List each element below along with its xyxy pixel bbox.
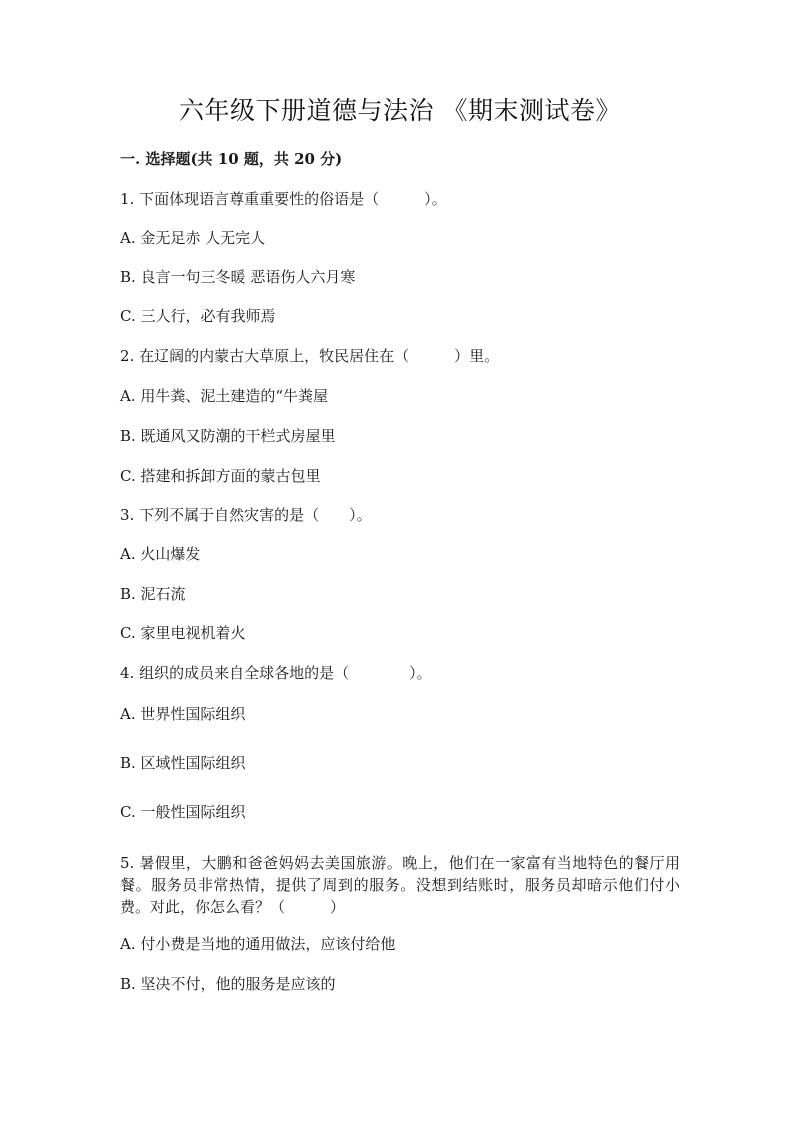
question-2-option-c: C. 搭建和拆卸方面的蒙古包里 bbox=[120, 467, 321, 485]
question-1-stem: 1. 下面体现语言尊重重要性的俗语是（ ）。 bbox=[120, 190, 447, 208]
question-4-option-a: A. 世界性国际组织 bbox=[120, 705, 246, 723]
section-heading: 一. 选择题(共 10 题，共 20 分) bbox=[120, 150, 343, 168]
question-2-stem: 2. 在辽阔的内蒙古大草原上，牧民居住在（ ）里。 bbox=[120, 347, 500, 365]
question-3-option-a: A. 火山爆发 bbox=[120, 545, 201, 563]
question-4-option-c: C. 一般性国际组织 bbox=[120, 803, 246, 821]
question-3-option-b: B. 泥石流 bbox=[120, 585, 186, 603]
question-3-option-c: C. 家里电视机着火 bbox=[120, 624, 246, 642]
question-3-stem: 3. 下列不属于自然灾害的是（ ）。 bbox=[120, 506, 372, 524]
question-1-option-a: A. 金无足赤 人无完人 bbox=[120, 229, 266, 247]
question-1-option-c: C. 三人行，必有我师焉 bbox=[120, 307, 276, 325]
question-1-option-b: B. 良言一句三冬暖 恶语伤人六月寒 bbox=[120, 268, 356, 286]
question-2-option-a: A. 用牛粪、泥土建造的“牛粪屋 bbox=[120, 387, 329, 405]
question-5-stem: 5. 暑假里，大鹏和爸爸妈妈去美国旅游。晚上，他们在一家富有当地特色的餐厅用餐。服务员非常热情，提供了周到的服务。没想到结账时，服务员却暗示他们付小费。对此，你怎么看？（ ） bbox=[120, 854, 680, 916]
question-4-stem: 4. 组织的成员来自全球各地的是（ ）。 bbox=[120, 664, 432, 682]
question-2-option-b: B. 既通风又防潮的干栏式房屋里 bbox=[120, 427, 336, 445]
question-5-option-a: A. 付小费是当地的通用做法，应该付给他 bbox=[120, 935, 396, 953]
question-5-option-b: B. 坚决不付，他的服务是应该的 bbox=[120, 975, 336, 993]
question-4-option-b: B. 区域性国际组织 bbox=[120, 754, 246, 772]
page-title: 六年级下册道德与法治 《期末测试卷》 bbox=[179, 96, 621, 125]
